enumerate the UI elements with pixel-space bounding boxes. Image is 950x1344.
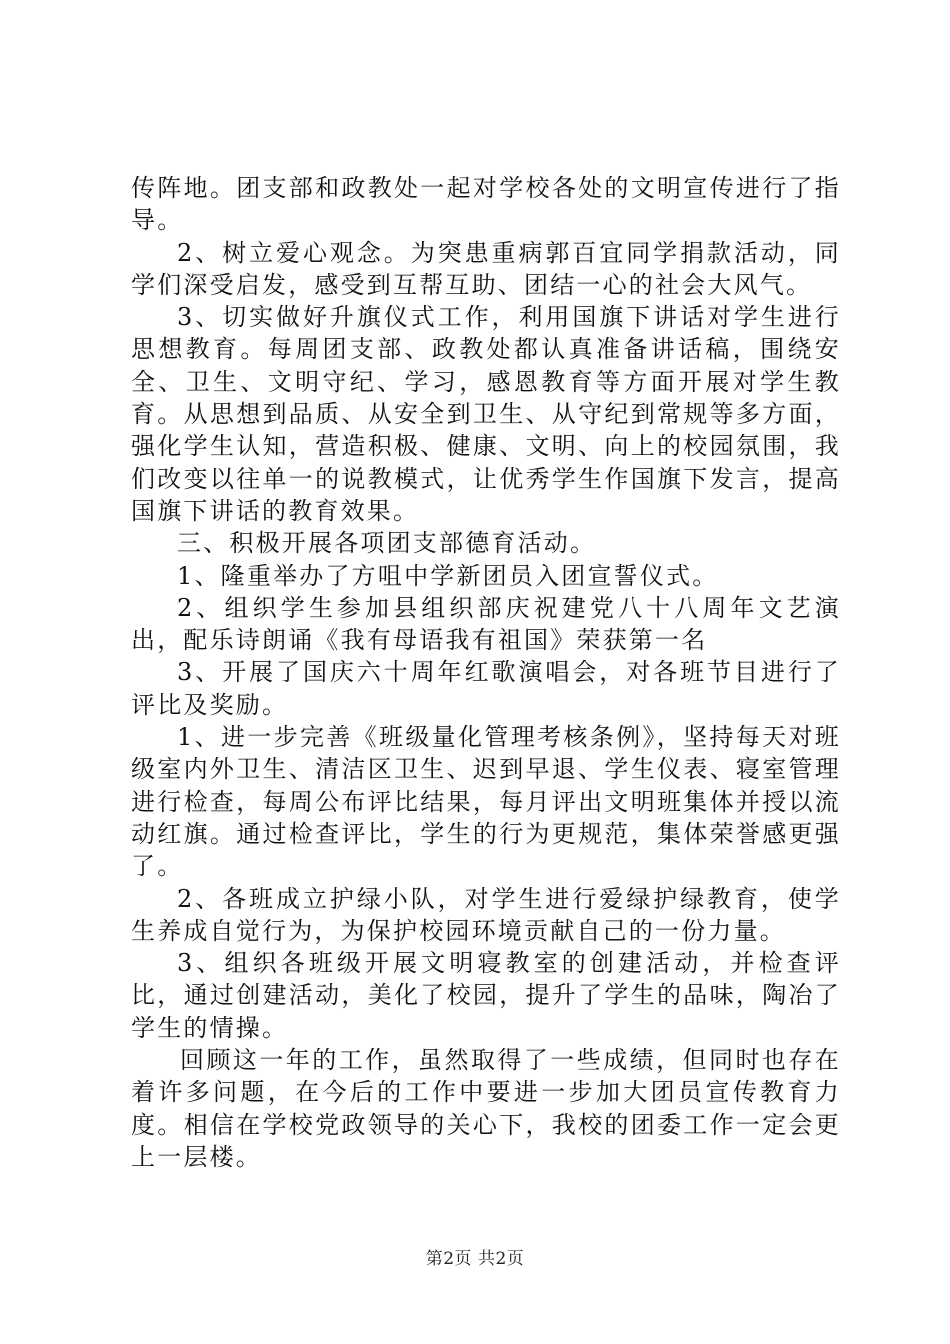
paragraph-1: 传阵地。团支部和政教处一起对学校各处的文明宣传进行了指导。: [131, 174, 841, 235]
section-heading-3: 三、积极开展各项团支部德育活动。: [177, 529, 597, 558]
paragraph-7: 3、开展了国庆六十周年红歌演唱会，对各班节目进行了评比及奖励。: [131, 658, 841, 719]
paragraph-10: 3、组织各班级开展文明寝教室的创建活动，并检查评比，通过创建活动，美化了校园，提升了学生的品味，陶冶了学生的情操。: [131, 949, 841, 1042]
document-body: [131, 172, 841, 1173]
page-footer: 第2页 共2页: [425, 1249, 525, 1269]
paragraph-6: 2、组织学生参加县组织部庆祝建党八十八周年文艺演出，配乐诗朗诵《我有母语我有祖国》荣获第一名: [131, 593, 841, 655]
paragraph-8: 1、进一步完善《班级量化管理考核条例》，坚持每天对班级室内外卫生、清洁区卫生、迟到早退、学生仪表、寝室管理进行检查，每周公布评比结果，每月评出文明班集体并授以流动红旗。通过检查评比，学生的行为更规范，集体荣誉感更强了。: [131, 723, 841, 881]
paragraph-9: 2、各班成立护绿小队，对学生进行爱绿护绿教育，使学生养成自觉行为，为保护校园环境贡献自己的一份力量。: [131, 884, 841, 945]
paragraph-2: 2、树立爱心观念。为突患重病郭百宜同学捐款活动，同学们深受启发，感受到互帮互助、团结一心的社会大风气。: [131, 238, 841, 299]
paragraph-3: 3、切实做好升旗仪式工作，利用国旗下讲话对学生进行思想教育。每周团支部、政教处都认真准备讲话稿，围绕安全、卫生、文明守纪、学习，感恩教育等方面开展对学生教育。从思想到品质、从安全到卫生、从守纪到常规等多方面，强化学生认知，营造积极、健康、文明、向上的校园氛围，我们改变以往单一的说教模式，让优秀学生作国旗下发言，提高国旗下讲话的教育效果。: [131, 303, 841, 525]
paragraph-5: 1、隆重举办了方咀中学新团员入团宣誓仪式。: [177, 561, 719, 590]
closing-paragraph: 回顾这一年的工作，虽然取得了一些成绩，但同时也存在着许多问题，在今后的工作中要进一步加大团员宣传教育力度。相信在学校党政领导的关心下，我校的团委工作一定会更上一层楼。: [131, 1046, 841, 1171]
